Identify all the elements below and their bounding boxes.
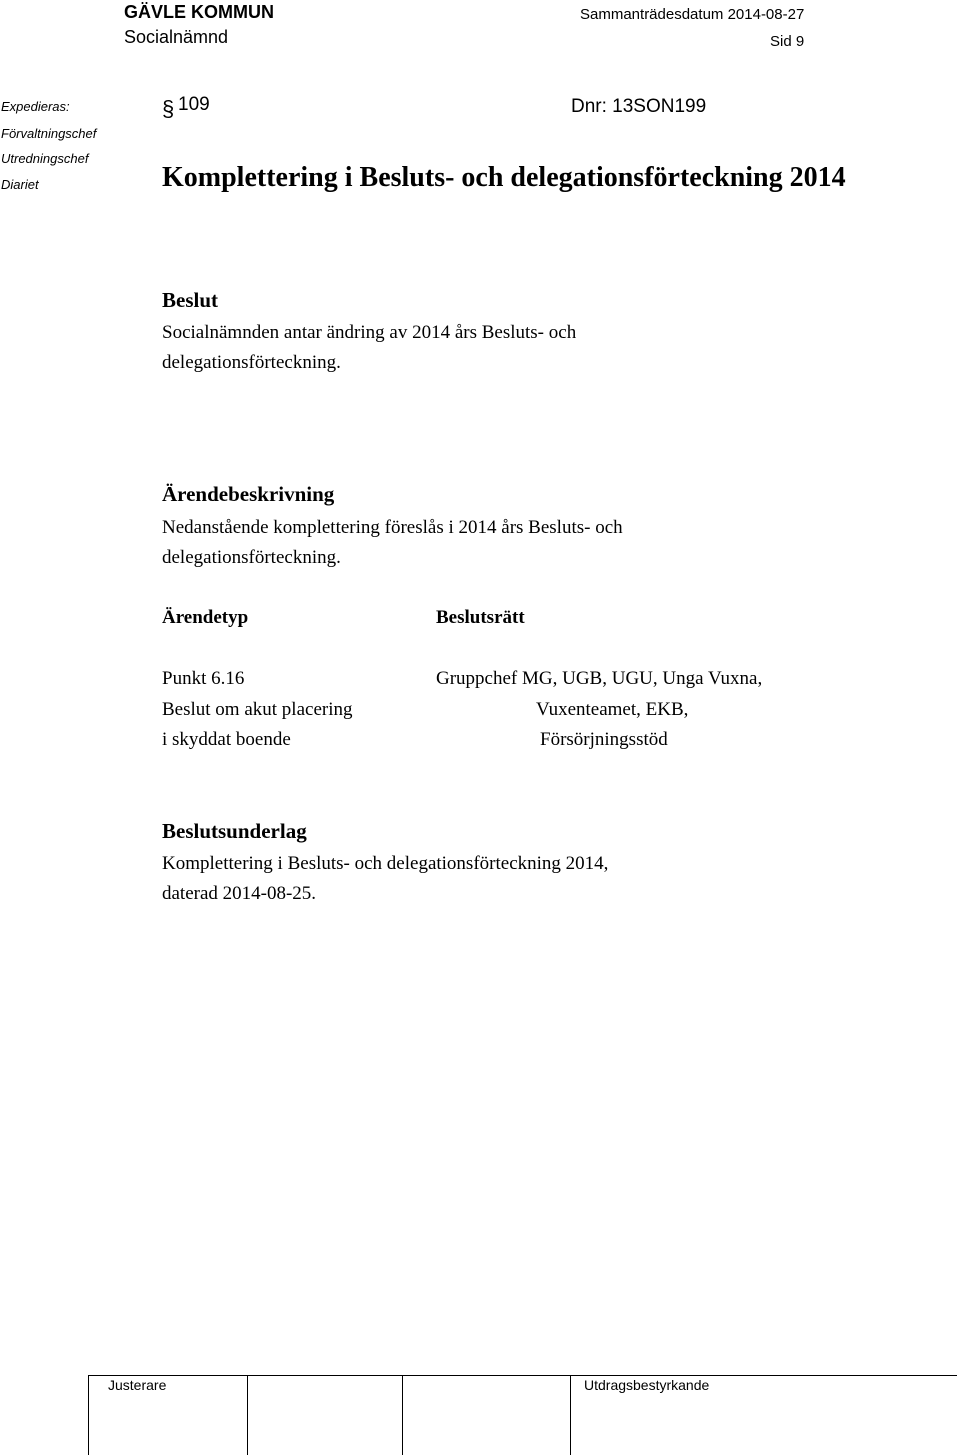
footer-cell-border — [88, 1375, 89, 1455]
footer-divider — [88, 1375, 957, 1376]
recipient-diariet: Diariet — [1, 177, 39, 192]
beslut-text — [162, 318, 862, 378]
beslutsunderlag-line: Komplettering i Besluts- och delegationsförteckning 2014, — [162, 853, 609, 874]
arendebeskrivning-text — [162, 513, 862, 573]
footer-cell-border — [570, 1375, 571, 1455]
beslut-line: Socialnämnden antar ändring av 2014 års Besluts- och — [162, 322, 577, 343]
beslutsratt-cell-line: Vuxenteamet, EKB, — [536, 699, 689, 720]
beslutsratt-cell-line: Gruppchef MG, UGB, UGU, Unga Vuxna, — [436, 668, 763, 689]
footer-cell-border — [402, 1375, 403, 1455]
department-name: Socialnämnd — [124, 27, 229, 47]
column-header-arendetyp: Ärendetyp — [162, 607, 249, 628]
beslut-heading: Beslut — [162, 288, 219, 312]
expedieras-label: Expedieras: — [1, 99, 70, 114]
footer-utdragsbestyrkande-label: Utdragsbestyrkande — [584, 1377, 710, 1393]
footer-cell-border — [247, 1375, 248, 1455]
arendetyp-cell-line: i skyddat boende — [162, 729, 291, 750]
arendebeskrivning-line: delegationsförteckning. — [162, 547, 341, 568]
beslutsunderlag-heading: Beslutsunderlag — [162, 819, 307, 843]
beslutsratt-cell-line: Försörjningsstöd — [540, 729, 668, 750]
recipient-forvaltningschef: Förvaltningschef — [1, 126, 97, 141]
arendebeskrivning-heading: Ärendebeskrivning — [162, 482, 335, 506]
organization-name: GÄVLE KOMMUN — [124, 2, 274, 22]
arendetyp-cell-line: Punkt 6.16 — [162, 668, 245, 689]
paragraph-number: 109 — [178, 94, 210, 115]
beslutsunderlag-line: daterad 2014-08-25. — [162, 883, 317, 904]
column-header-beslutsratt: Beslutsrätt — [436, 607, 525, 628]
diary-number: Dnr: 13SON199 — [571, 96, 707, 117]
document-title: Komplettering i Besluts- och delegationsförteckning 2014 — [162, 162, 846, 193]
arendetyp-cell-line: Beslut om akut placering — [162, 699, 353, 720]
paragraph-sign: § — [162, 96, 175, 121]
meeting-date: Sammanträdesdatum 2014-08-27 — [580, 6, 805, 23]
recipient-utredningschef: Utredningschef — [1, 151, 89, 166]
arendebeskrivning-line: Nedanstående komplettering föreslås i 2014 års Besluts- och — [162, 517, 623, 538]
footer-justerare-label: Justerare — [108, 1377, 167, 1393]
beslutsunderlag-text — [162, 849, 862, 909]
beslut-line: delegationsförteckning. — [162, 352, 341, 373]
page-number: Sid 9 — [770, 33, 805, 50]
